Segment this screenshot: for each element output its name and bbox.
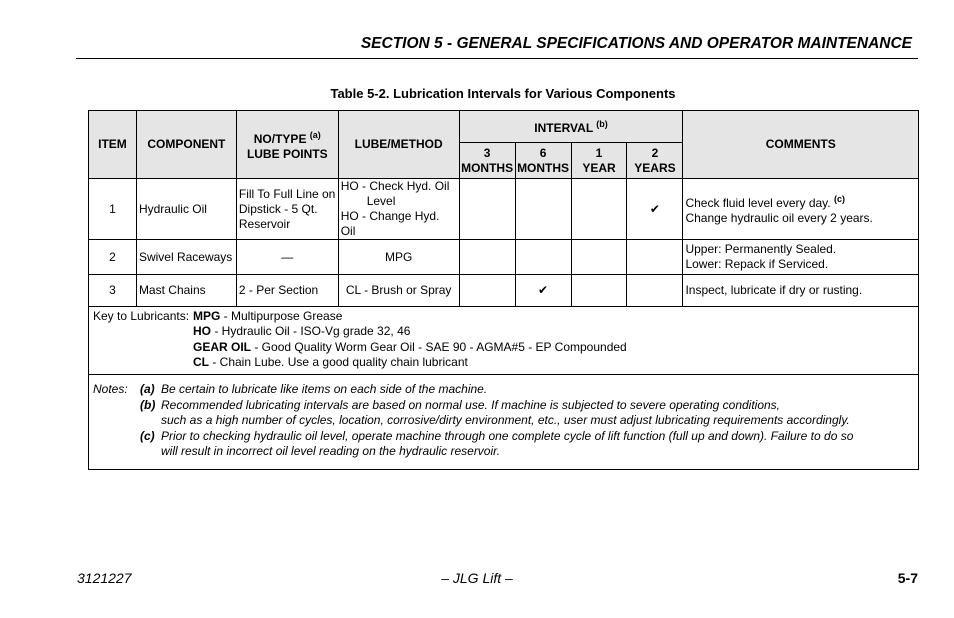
checkmark-icon: ✔ <box>515 275 571 307</box>
interval-cell <box>627 275 683 307</box>
interval-cell <box>627 240 683 275</box>
interval-1-year: 1 YEAR <box>571 143 627 179</box>
no-type-footnote: (a) <box>309 129 321 140</box>
table-row <box>89 179 919 240</box>
note-text: Be certain to lubricate like items on each side of the machine. <box>161 382 488 397</box>
key-item: CL - Chain Lube. Use a good quality chain lubricant <box>193 354 468 369</box>
no-type-label: NO/TYPE <box>253 131 307 146</box>
table-row <box>89 275 919 307</box>
document-number: 3121227 <box>77 570 132 586</box>
column-header-lube-points <box>236 111 338 179</box>
interval-cell <box>571 179 627 240</box>
page-number: 5-7 <box>897 570 918 586</box>
item-number: 1 <box>89 179 137 240</box>
column-header-lube-method: LUBE/METHOD <box>338 111 459 179</box>
interval-cell <box>571 240 627 275</box>
column-header-comments: COMMENTS <box>683 111 919 179</box>
lube-points-label: LUBE POINTS <box>246 146 328 161</box>
note-letter: (a) <box>140 382 155 397</box>
table-title: Table 5-2. Lubrication Intervals for Various Components <box>330 86 676 101</box>
interval-cell <box>515 179 571 240</box>
lube-method: MPG <box>338 240 459 275</box>
item-number: 3 <box>89 275 137 307</box>
footer-title: – JLG Lift – <box>441 570 513 586</box>
lube-points: — <box>236 240 338 275</box>
item-number: 2 <box>89 240 137 275</box>
comment: Inspect, lubricate if dry or rusting. <box>683 275 919 307</box>
key-item: MPG - Multipurpose Grease <box>193 309 343 323</box>
lube-points: Fill To Full Line on Dipstick - 5 Qt. Reservoir <box>236 179 338 240</box>
interval-cell <box>515 240 571 275</box>
column-header-interval <box>459 111 683 143</box>
column-header-item: ITEM <box>89 111 137 179</box>
notes <box>89 375 919 470</box>
table-row <box>89 240 919 275</box>
lube-method: CL - Brush or Spray <box>338 275 459 307</box>
column-header-component: COMPONENT <box>136 111 236 179</box>
note-text: Recommended lubricating intervals are based on normal use. If machine is subjected to severe operating conditions, such as a high number of cycles, location, corrosive/dirty environment, etc., user must adjust lubricating requirements accordingly. <box>161 397 850 428</box>
notes-row <box>89 375 919 470</box>
comment: Upper: Permanently Sealed. Lower: Repack if Serviced. <box>683 240 919 275</box>
note-letter: (b) <box>140 397 156 412</box>
lubricant-key-row <box>89 307 919 375</box>
note-text: Prior to checking hydraulic oil level, operate machine through one complete cycle of lift function (full up and down). Failure to do so will result in incorrect oil level reading on the hydraulic reservoir. <box>161 428 854 459</box>
component-name: Mast Chains <box>136 275 236 307</box>
comment: Check fluid level every day. $^{(c)}$ Change hydraulic oil every 2 years. <box>683 179 919 240</box>
interval-cell <box>571 275 627 307</box>
interval-3-months: 3 MONTHS <box>459 143 515 179</box>
lube-method: HO - Check Hyd. Oil Level HO - Change Hyd. Oil <box>338 179 459 240</box>
notes-label: Notes: <box>93 382 128 397</box>
interval-cell <box>459 179 515 240</box>
checkmark-icon: ✔ <box>627 179 683 240</box>
lubrication-table <box>88 110 919 470</box>
key-label: Key to Lubricants: <box>93 309 190 323</box>
interval-label: INTERVAL <box>534 121 593 135</box>
section-header: SECTION 5 - GENERAL SPECIFICATIONS AND OPERATOR MAINTENANCE <box>76 35 918 59</box>
lube-points: 2 - Per Section <box>236 275 338 307</box>
key-item: GEAR OIL - Good Quality Worm Gear Oil - SAE 90 - AGMA#5 - EP Compounded <box>193 339 627 354</box>
lubricant-key <box>89 307 919 375</box>
component-name: Swivel Raceways <box>136 240 236 275</box>
interval-cell <box>459 240 515 275</box>
component-name: Hydraulic Oil <box>136 179 236 240</box>
note-letter: (c) <box>140 428 155 443</box>
key-item: HO - Hydraulic Oil - ISO-Vg grade 32, 46 <box>193 324 411 339</box>
interval-footnote: (b) <box>596 119 608 129</box>
interval-cell <box>459 275 515 307</box>
interval-6-months: 6 MONTHS <box>515 143 571 179</box>
interval-2-years: 2 YEARS <box>627 143 683 179</box>
